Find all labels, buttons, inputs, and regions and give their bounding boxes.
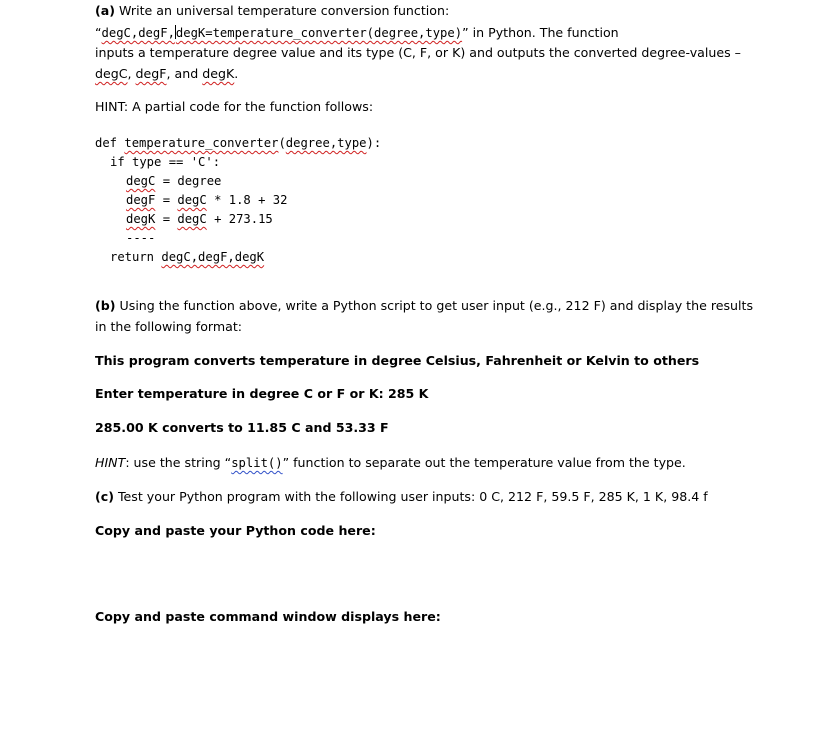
expr: + 273.15 bbox=[206, 212, 273, 226]
sample-output-1: This program converts temperature in degree Celsius, Fahrenheit or Kelvin to others bbox=[95, 353, 700, 368]
part-c-label: (c) bbox=[95, 489, 114, 504]
part-b-label: (b) bbox=[95, 298, 116, 313]
hint-partial-code: HINT: A partial code for the function follows: bbox=[95, 99, 374, 114]
code-line-return bbox=[110, 248, 264, 267]
copy-cmd-heading: Copy and paste command window displays here: bbox=[95, 609, 441, 624]
eq: = bbox=[155, 212, 178, 226]
part-b-text: Using the function above, write a Python script to get user input (e.g., 212 F) and display the results bbox=[115, 298, 754, 313]
func-args: degree,type bbox=[285, 136, 367, 150]
signature-tail: in Python. The function bbox=[468, 25, 619, 40]
paren-end: ): bbox=[366, 136, 382, 150]
sep: , bbox=[127, 66, 136, 81]
sep: , and bbox=[166, 66, 203, 81]
part-b-line2: in the following format: bbox=[95, 319, 243, 334]
part-a-outputs-line bbox=[95, 64, 238, 85]
split-code: split() bbox=[231, 456, 283, 470]
eq: = bbox=[155, 193, 178, 207]
signature-call: degK=temperature_converter(degree,type) bbox=[175, 26, 463, 40]
code-line-if: if type == 'C': bbox=[110, 155, 221, 169]
code-line-degc bbox=[126, 172, 221, 191]
code-line-def bbox=[95, 134, 381, 153]
var-degc: degC bbox=[177, 212, 207, 226]
part-a-signature-line bbox=[95, 22, 619, 44]
sample-output-2: Enter temperature in degree C or F or K: 285 K bbox=[95, 386, 429, 401]
word-degc: degC bbox=[95, 66, 128, 81]
code-line-ellipsis: ---- bbox=[126, 231, 156, 245]
copy-code-heading: Copy and paste your Python code here: bbox=[95, 523, 376, 538]
func-name: temperature_converter bbox=[124, 136, 279, 150]
kw-def: def bbox=[95, 136, 125, 150]
kw-return: return bbox=[110, 250, 162, 264]
word-degk: degK bbox=[202, 66, 235, 81]
code-line-degk bbox=[126, 210, 273, 229]
paren: ( bbox=[278, 136, 286, 150]
part-b-line1 bbox=[95, 296, 753, 317]
open-quote: “ bbox=[95, 25, 102, 40]
part-c-text: Test your Python program with the following user inputs: 0 C, 212 F, 59.5 F, 285 K, 1 K, 98.4 f bbox=[113, 489, 708, 504]
part-a-label: (a) bbox=[95, 3, 116, 18]
close-quote: ” bbox=[462, 25, 469, 40]
code-line-degf bbox=[126, 191, 287, 210]
return-values: degC,degF,degK bbox=[161, 250, 265, 264]
part-a-description: inputs a temperature degree value and its type (C, F, or K) and outputs the converted degree-values – bbox=[95, 45, 741, 60]
hint-text-b: ” function to separate out the temperature value from the type. bbox=[282, 455, 686, 470]
period: . bbox=[234, 66, 239, 81]
var-degk: degK bbox=[126, 212, 156, 226]
part-a-intro-text: Write an universal temperature conversion function: bbox=[119, 3, 450, 18]
var-degc: degC bbox=[177, 193, 207, 207]
part-a-intro bbox=[95, 1, 449, 22]
word-degf: degF bbox=[135, 66, 167, 81]
signature-outputs: degC,degF, bbox=[101, 26, 175, 40]
hint-split bbox=[95, 453, 686, 474]
expr: * 1.8 + 32 bbox=[206, 193, 288, 207]
hint-text-a: : use the string “ bbox=[125, 455, 232, 470]
hint-label: HINT bbox=[95, 455, 126, 470]
expr: = degree bbox=[155, 174, 222, 188]
var-degf: degF bbox=[126, 193, 156, 207]
sample-output-3: 285.00 K converts to 11.85 C and 53.33 F bbox=[95, 420, 389, 435]
var-degc: degC bbox=[126, 174, 156, 188]
part-c-line bbox=[95, 487, 708, 508]
